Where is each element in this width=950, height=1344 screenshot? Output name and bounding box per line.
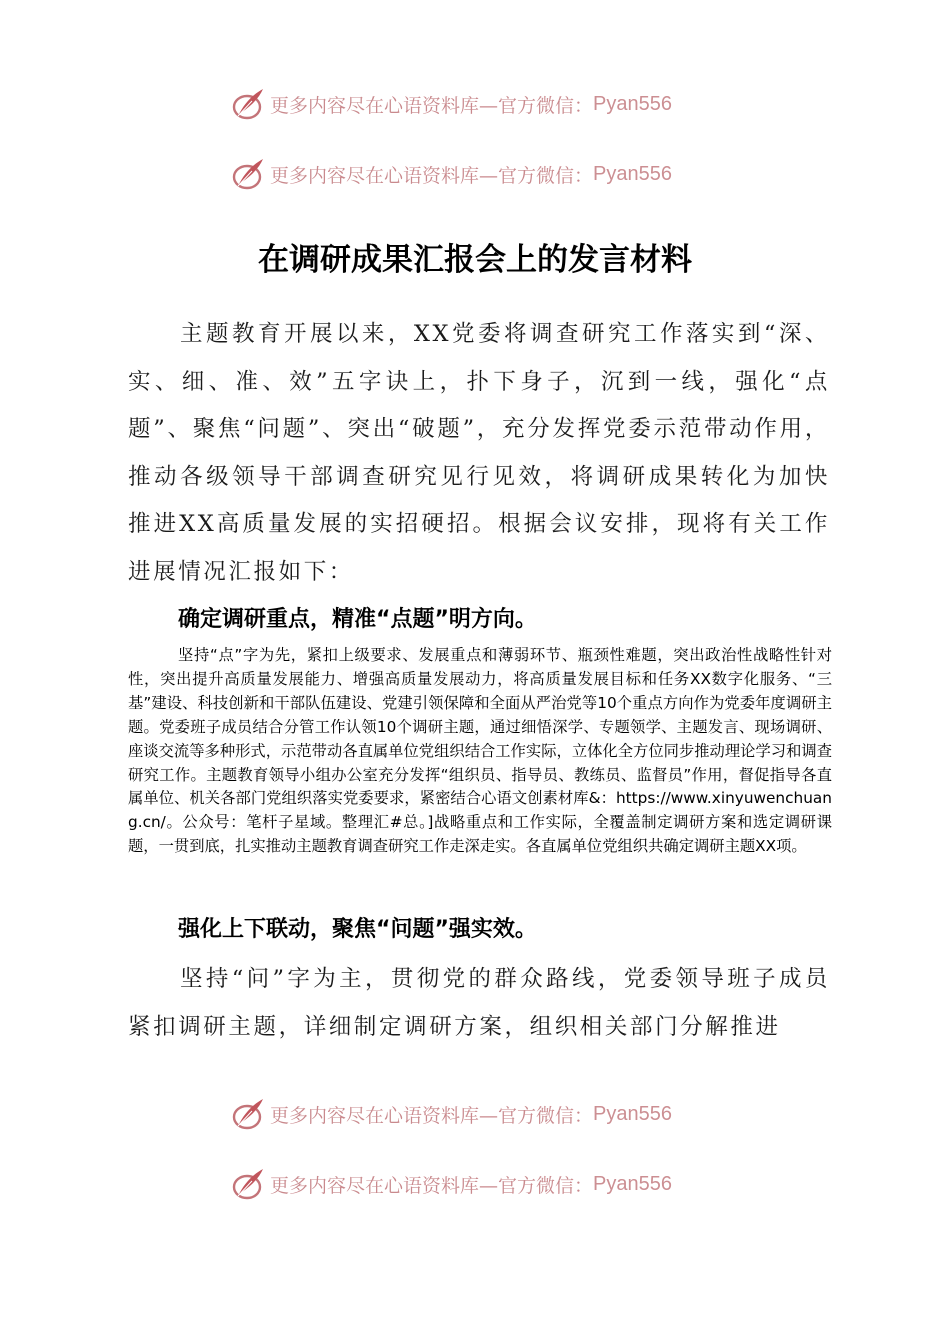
section-2-heading: 强化上下联动，聚焦“问题”强实效。 — [178, 917, 537, 942]
section-2-body: 坚持“问”字为主，贯彻党的群众路线，党委领导班子成员紧扣调研主题，详细制定调研方案，组织相关部门分解推进 — [128, 966, 830, 1040]
watermark-header-1 — [230, 86, 672, 122]
watermark-wechat-id: Pyan556 — [593, 162, 672, 185]
watermark-text: 更多内容尽在心语资料库—官方微信： — [270, 94, 594, 117]
document-title: 在调研成果汇报会上的发言材料 — [258, 242, 692, 278]
watermark-text: 更多内容尽在心语资料库—官方微信： — [270, 164, 594, 187]
watermark-header-2 — [230, 156, 672, 192]
intro-paragraph: 主题教育开展以来，XX党委将调查研究工作落实到“深、实、细、准、效”五字诀上，扑下身子，沉到一线，强化“点题”、聚焦“问题”、突出“破题”，充分发挥党委示范带动作用，推动各级领导干部调查研究见行见效，将调研成果转化为加快推进XX高质量发展的实招硬招。根据会议安排，现将有关工作进展情况汇报如下： — [128, 321, 830, 585]
feather-quill-logo-icon — [230, 1096, 266, 1132]
section-1-body: 坚持“点”字为先，紧扣上级要求、发展重点和薄弱环节、瓶颈性难题，突出政治性战略性针对性，突出提升高质量发展能力、增强高质量发展动力，将高质量发展目标和任务XX数字化服务、“三基”建设、科技创新和干部队伍建设、党建引领保障和全面从严治党等10个重点方向作为党委年度调研主题。党委班子成员结合分管工作认领10个调研主题，通过细悟深学、专题领学、主题发言、现场调研、座谈交流等多种形式，示范带动各直属单位党组织结合工作实际，立体化全方位同步推动理论学习和调查研究工作。主题教育领导小组办公室充分发挥“组织员、指导员、教练员、监督员”作用，督促指导各直属单位、机关各部门党组织落实党委要求，紧密结合心语文创素材库&：https://www.xinyuwenchuang.cn/。公众号：笔杆子星域。整理汇#总。]战略重点和工作实际，全覆盖制定调研方案和选定调研课题，一贯到底，扎实推动主题教育调查研究工作走深走实。各直属单位党组织共确定调研主题XX项。 — [128, 646, 832, 856]
watermark-text: 更多内容尽在心语资料库—官方微信： — [270, 1174, 594, 1197]
watermark-wechat-id: Pyan556 — [593, 92, 672, 115]
watermark-footer-1 — [230, 1096, 672, 1132]
watermark-wechat-id: Pyan556 — [593, 1102, 672, 1125]
watermark-wechat-id: Pyan556 — [593, 1172, 672, 1195]
watermark-footer-2 — [230, 1166, 672, 1202]
feather-quill-logo-icon — [230, 86, 266, 122]
feather-quill-logo-icon — [230, 1166, 266, 1202]
section-1-heading: 确定调研重点，精准“点题”明方向。 — [178, 607, 537, 632]
watermark-text: 更多内容尽在心语资料库—官方微信： — [270, 1104, 594, 1127]
feather-quill-logo-icon — [230, 156, 266, 192]
